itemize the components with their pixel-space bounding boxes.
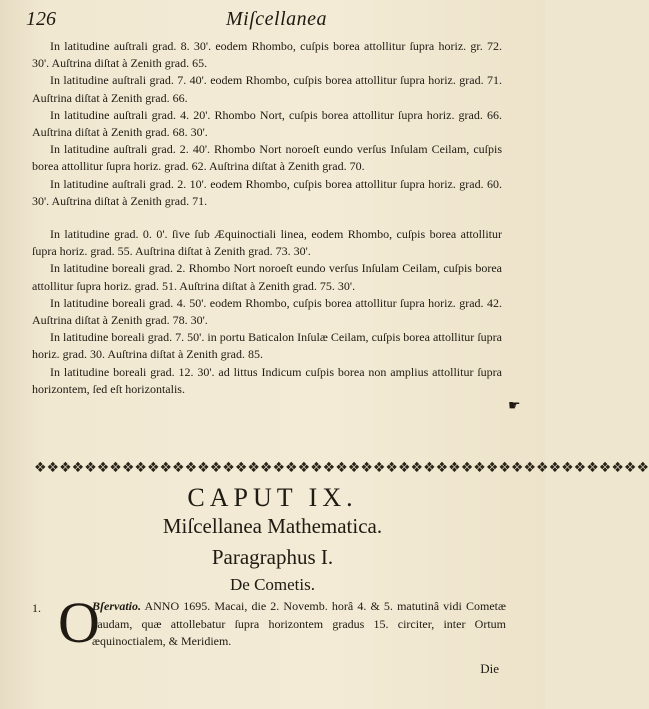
main-text [32,38,502,398]
observation-number: 1. [32,601,41,615]
paragraph: In latitudine auſtrali grad. 2. 40'. Rhombo Nort noroeſt eundo verſus Inſulam Ceilam, cuſpis borea attollitur ſupra horiz. grad. 62. Auſtrina diſtat à Zenith grad. 70. [32,142,502,174]
paragraph: In latitudine auſtrali grad. 7. 40'. eodem Rhombo, cuſpis borea attollitur ſupra horiz. grad. 71. Auſtrina diſtat à Zenith grad. 66. [32,73,502,105]
observation-lead: Bſervatio. [92,599,141,613]
paragraph: In latitudine boreali grad. 12. 30'. ad littus Indicum cuſpis borea non amplius attollitur ſupra horizontem, ſed eſt horizontalis. [32,364,502,396]
paragraph: In latitudine boreali grad. 4. 50'. eodem Rhombo, cuſpis borea attollitur ſupra horiz. grad. 42. Auſtrina diſtat à Zenith grad. 78. 30'. [32,295,502,328]
page-header [26,6,525,32]
section-heading: De Cometis. [230,575,315,594]
chapter-heading: CAPUT IX. [187,483,358,512]
paragraph: In latitudine grad. 0. 0'. ſive ſub Æquinoctiali linea, eodem Rhombo, cuſpis borea attollitur ſupra horiz. grad. 55. Auſtrina diſtat à Zenith grad. 73. 30'. [32,227,502,259]
paragraph: In latitudine boreali grad. 2. Rhombo Nort noroeſt eundo verſus Inſulam Ceilam, cuſpis borea attollitur ſupra horiz. grad. 51. Auſtrina diſtat à Zenith grad. 75. 30'. [32,261,502,293]
paragraph: In latitudine boreali grad. 7. 50'. in portu Baticalon Inſulæ Ceilam, cuſpis borea attollitur ſupra horiz. grad. 30. Auſtrina diſtat à Zenith grad. 85. [32,330,502,362]
observation-text-block [92,598,506,651]
pointing-hand-icon: ☛ [508,398,521,414]
drop-cap: O [58,590,100,655]
paragraph: In latitudine auſtrali grad. 2. 10'. eodem Rhombo, cuſpis borea attollitur ſupra horiz. grad. 60. 30'. Auſtrina diſtat à Zenith grad. 71. [32,176,502,208]
paragraph: In latitudine auſtrali grad. 4. 20'. Rhombo Nort, cuſpis borea attollitur ſupra horiz. grad. 66. Auſtrina diſtat à Zenith grad. 68. 30'. [32,107,502,140]
paragraph-heading: Paragraphus I. [211,545,334,569]
ornament-divider: ❖❖❖❖❖❖❖❖❖❖❖❖❖❖❖❖❖❖❖❖❖❖❖❖❖❖❖❖❖❖❖❖❖❖❖❖❖❖❖❖❖❖❖❖❖❖❖❖❖ [34,460,649,476]
observation-entry [32,590,506,655]
catchword: Die [480,661,499,676]
page-number: 126 [26,8,56,30]
paragraph: In latitudine auſtrali grad. 8. 30'. eodem Rhombo, cuſpis borea attollitur ſupra horiz. gr. 72. 30'. Auſtrina diſtat à Zenith grad. 65. [32,39,502,71]
chapter-title: Miſcellanea Mathematica. [162,514,383,538]
running-head: Miſcellanea [226,8,328,30]
observation-text: ANNO 1695. Macai, die 2. Novemb. horâ 4. & 5. matutinâ vidi Cometæ caudam, quæ attollebatur ſupra horizontem gradus 15. circiter, inter Ortum æquinoctialem, & Meridiem. [92,599,506,648]
section-gap [32,210,502,226]
